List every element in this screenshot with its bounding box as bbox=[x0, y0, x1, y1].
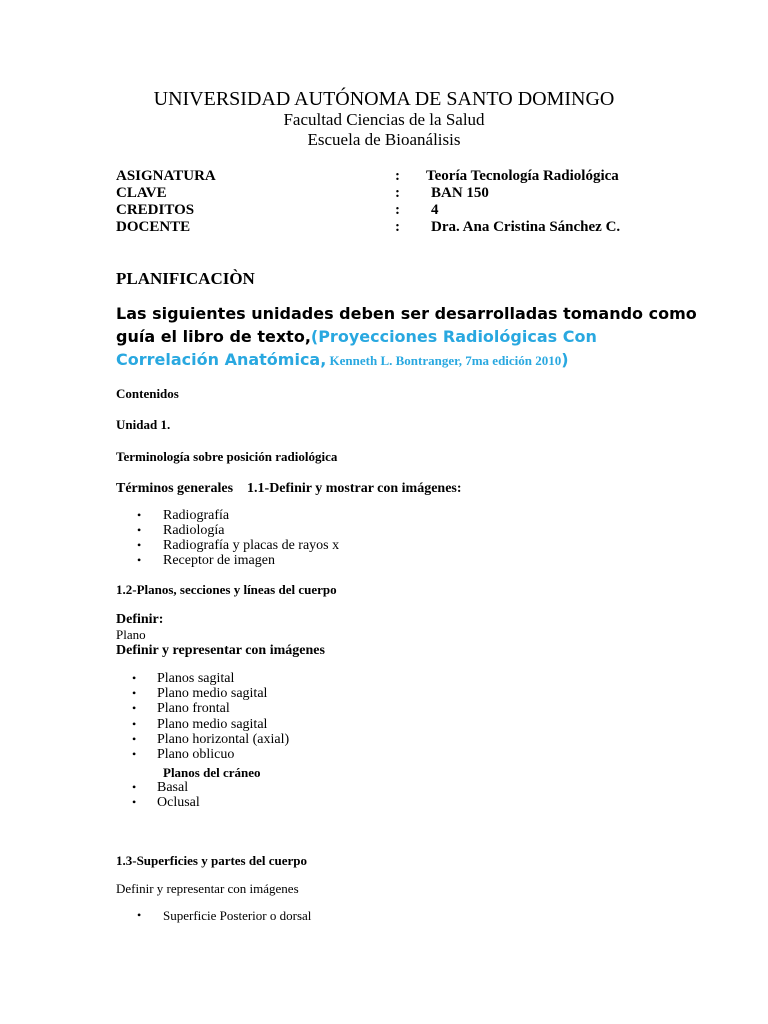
book-author-edition: Kenneth L. Bontranger, 7ma edición 2010 bbox=[326, 353, 562, 368]
bullet-icon: • bbox=[132, 795, 137, 809]
list-item: Plano medio sagital bbox=[157, 717, 268, 732]
definir-representar-heading: Definir y representar con imágenes bbox=[116, 643, 325, 658]
definir-representar-text: Definir y representar con imágenes bbox=[116, 881, 299, 896]
list-item: Plano oblicuo bbox=[157, 747, 235, 762]
list-item: Receptor de imagen bbox=[163, 553, 275, 568]
intro-line-2 bbox=[116, 327, 597, 346]
book-title-part-1: (Proyecciones Radiológicas Con bbox=[310, 327, 597, 346]
section-1-2-heading: 1.2-Planos, secciones y líneas del cuerpo bbox=[116, 582, 337, 597]
intro-line-3 bbox=[116, 350, 569, 369]
definir-label: Definir: bbox=[116, 612, 164, 627]
bullet-icon: • bbox=[132, 671, 137, 685]
plano-text: Plano bbox=[116, 627, 146, 642]
info-sep: : bbox=[395, 185, 400, 201]
info-value-docente: Dra. Ana Cristina Sánchez C. bbox=[431, 219, 621, 235]
list-item: Plano horizontal (axial) bbox=[157, 732, 290, 747]
intro-line-2-text: guía el libro de texto, bbox=[116, 327, 311, 346]
info-label-creditos: CREDITOS bbox=[116, 202, 195, 218]
bullet-icon: • bbox=[137, 508, 142, 522]
bullet-icon: • bbox=[132, 780, 137, 794]
book-title-part-2: Correlación Anatómica, bbox=[116, 350, 327, 369]
info-value-clave: BAN 150 bbox=[431, 185, 489, 201]
bullet-icon: • bbox=[137, 553, 142, 567]
school-name: Escuela de Bioanálisis bbox=[307, 130, 461, 149]
terminologia-heading: Terminología sobre posición radiológica bbox=[116, 449, 338, 464]
bullet-icon: • bbox=[132, 701, 137, 715]
list-item: Planos sagital bbox=[157, 671, 235, 686]
book-close-paren: ) bbox=[561, 350, 569, 369]
info-value-creditos: 4 bbox=[431, 202, 439, 218]
list-item: Superficie Posterior o dorsal bbox=[163, 908, 312, 923]
list-item: Plano frontal bbox=[157, 701, 230, 716]
info-sep: : bbox=[395, 202, 400, 218]
info-label-asignatura: ASIGNATURA bbox=[116, 168, 216, 184]
intro-line-1: Las siguientes unidades deben ser desarrolladas tomando como bbox=[116, 304, 697, 323]
list-item: Plano medio sagital bbox=[157, 686, 268, 701]
planos-craneo-heading: Planos del cráneo bbox=[163, 765, 261, 780]
unidad-heading: Unidad 1. bbox=[116, 417, 171, 432]
bullet-icon: • bbox=[132, 732, 137, 746]
bullet-icon: • bbox=[132, 747, 137, 761]
faculty-name: Facultad Ciencias de la Salud bbox=[283, 110, 485, 129]
section-1-3-heading: 1.3-Superficies y partes del cuerpo bbox=[116, 853, 308, 868]
info-sep: : bbox=[395, 219, 400, 235]
bullet-icon: • bbox=[132, 686, 137, 700]
list-item: Radiología bbox=[163, 523, 225, 538]
list-item: Radiografía bbox=[163, 508, 230, 523]
list-item: Radiografía y placas de rayos x bbox=[163, 538, 340, 553]
terminos-heading: Términos generales 1.1-Definir y mostrar con imágenes: bbox=[116, 481, 462, 496]
bullet-icon: • bbox=[137, 908, 142, 922]
bullet-icon: • bbox=[137, 538, 142, 552]
list-item: Basal bbox=[157, 780, 189, 795]
info-label-clave: CLAVE bbox=[116, 185, 167, 201]
bullet-icon: • bbox=[132, 717, 137, 731]
planning-title: PLANIFICACIÒN bbox=[116, 269, 255, 288]
list-item: Oclusal bbox=[157, 795, 200, 810]
info-value-asignatura: Teoría Tecnología Radiológica bbox=[426, 168, 619, 184]
info-label-docente: DOCENTE bbox=[116, 219, 191, 235]
university-name: UNIVERSIDAD AUTÓNOMA DE SANTO DOMINGO bbox=[153, 88, 615, 110]
contenidos-heading: Contenidos bbox=[116, 386, 179, 401]
bullet-icon: • bbox=[137, 523, 142, 537]
info-sep: : bbox=[395, 168, 400, 184]
